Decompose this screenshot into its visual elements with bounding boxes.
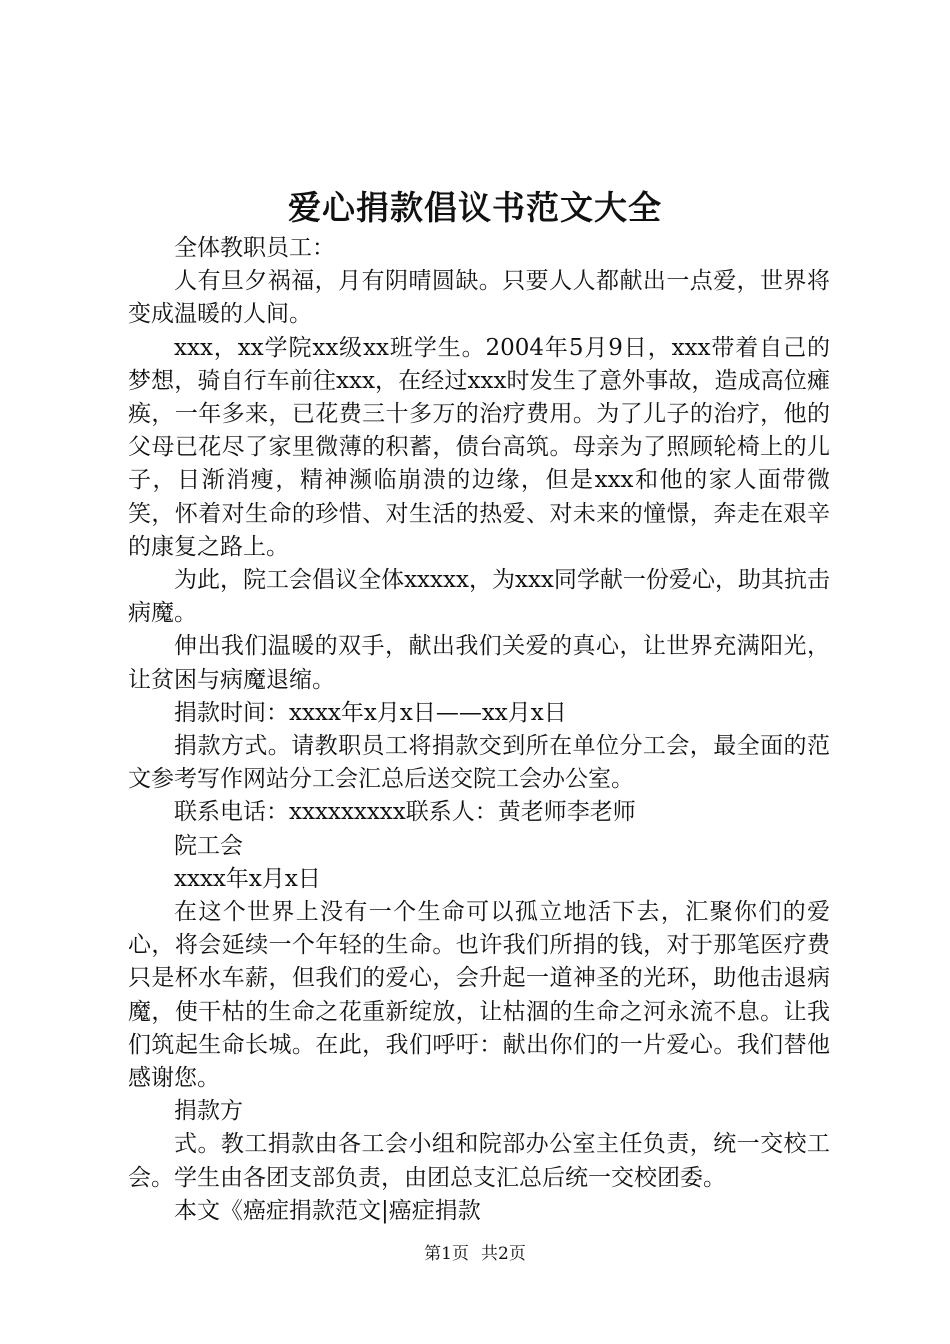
page-footer: [0, 1242, 950, 1266]
body-paragraph: 为此，院工会倡议全体xxxxx，为xxx同学献一份爱心，助其抗击病魔。: [128, 567, 830, 627]
page-total: 共2页: [481, 1244, 526, 1264]
salutation: 全体教职员工：: [174, 235, 335, 261]
document-title: 爱心捐款倡议书范文大全: [288, 188, 662, 227]
signature-date: xxxx年x月x日: [174, 865, 321, 892]
donation-time: 捐款时间：xxxx年x月x日——xx月x日: [174, 699, 567, 726]
contact-info: 联系电话：xxxxxxxxx联系人：黄老师李老师: [174, 799, 636, 826]
body-paragraph: 式。教工捐款由各工会小组和院部办公室主任负责，统一交校工会。学生由各团支部负责，由团总支汇总后统一交校团委。: [128, 1131, 830, 1191]
document-body: [128, 232, 830, 1228]
body-paragraph: 人有旦夕祸福，月有阴晴圆缺。只要人人都献出一点爱，世界将变成温暖的人间。: [128, 268, 830, 328]
body-paragraph: 捐款方: [174, 1098, 243, 1125]
body-paragraph: 伸出我们温暖的双手，献出我们关爱的真心，让世界充满阳光，让贫困与病魔退缩。: [128, 633, 830, 693]
body-paragraph: 本文《癌症捐款范文|癌症捐款: [174, 1197, 481, 1224]
signature-org: 院工会: [174, 832, 243, 859]
body-paragraph: 在这个世界上没有一个生命可以孤立地活下去，汇聚你们的爱心，将会延续一个年轻的生命。也许我们所捐的钱，对于那笔医疗费只是杯水车薪，但我们的爱心，会升起一道神圣的光环，助他击退病魔，使干枯的生命之花重新绽放，让枯涸的生命之河永流不息。让我们筑起生命长城。在此，我们呼吁：献出你们的一片爱心。我们替他感谢您。: [128, 899, 830, 1092]
page-number: 第1页: [424, 1244, 469, 1264]
body-paragraph: xxx，xx学院xx级xx班学生。2004年5月9日，xxx带着自己的梦想，骑自行车前往xxx，在经过xxx时发生了意外事故，造成高位瘫痪，一年多来，已花费三十多万的治疗费用。为了儿子的治疗，他的父母已花尽了家里微薄的积蓄，债台高筑。母亲为了照顾轮椅上的儿子，日渐消瘦，精神濒临崩溃的边缘，但是xxx和他的家人面带微笑，怀着对生命的珍惜、对生活的热爱、对未来的憧憬，奔走在艰辛的康复之路上。: [128, 334, 830, 560]
donation-method: 捐款方式。请教职员工将捐款交到所在单位分工会，最全面的范文参考写作网站分工会汇总后送交院工会办公室。: [128, 733, 830, 793]
